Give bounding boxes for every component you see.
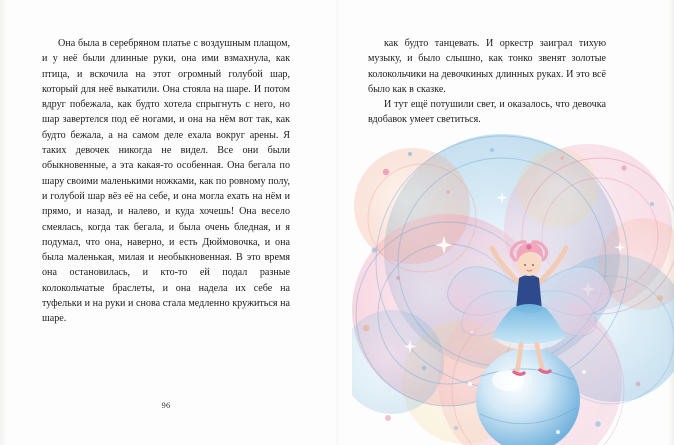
page-edge-left bbox=[0, 0, 8, 445]
illustration-girl-on-blue-ball bbox=[352, 132, 674, 445]
paragraph: Она была в серебряном платье с воздушным плащом, и у неё были длинные руки, она ими взмахнула, как птица, и вскочила на этот огромный голубой шар, который для неё выкатили. Она стояла на шаре. И потом вдруг побежала, как будто хотела спрыгнуть с него, но шар завертелся под её ногами, и она на нём вот так, как будто бежала, а на самом деле ехала вокруг арены. Я таких девочек никогда не видел. Все они были обыкновенные, а эта какая-то особенная. Она бегала по шару своими маленькими ножками, как по ровному полу, и голубой шар вёз её на себе, и она могла ехать на нём и прямо, и назад, и налево, и куда хочешь! Она весело смеялась, когда так бегала, и была очень бледная, и я подумал, что она, наверно, и есть Дюймовочка, и она была маленькая, милая и необыкновенная. В это время она остановилась, и кто-то ей подал разные колокольчатые браслеты, и она надела их себе на туфельки и на руки и снова стала медленно кружиться на шаре. bbox=[42, 38, 290, 325]
page-number: 96 bbox=[161, 400, 171, 410]
paragraph: как будто танцевать. И оркестр заиграл тихую музыку, и было слышно, как тонко звенят золотые колокольчики на девочкиных длинных руках. И это всё было как в сказке. bbox=[368, 38, 606, 95]
book-gutter bbox=[336, 0, 342, 445]
paragraph: И тут ещё потушили свет, и оказалось, что девочка вдобавок умеет светиться. bbox=[368, 99, 606, 126]
right-page-text bbox=[368, 36, 606, 128]
left-page-text bbox=[42, 36, 290, 327]
